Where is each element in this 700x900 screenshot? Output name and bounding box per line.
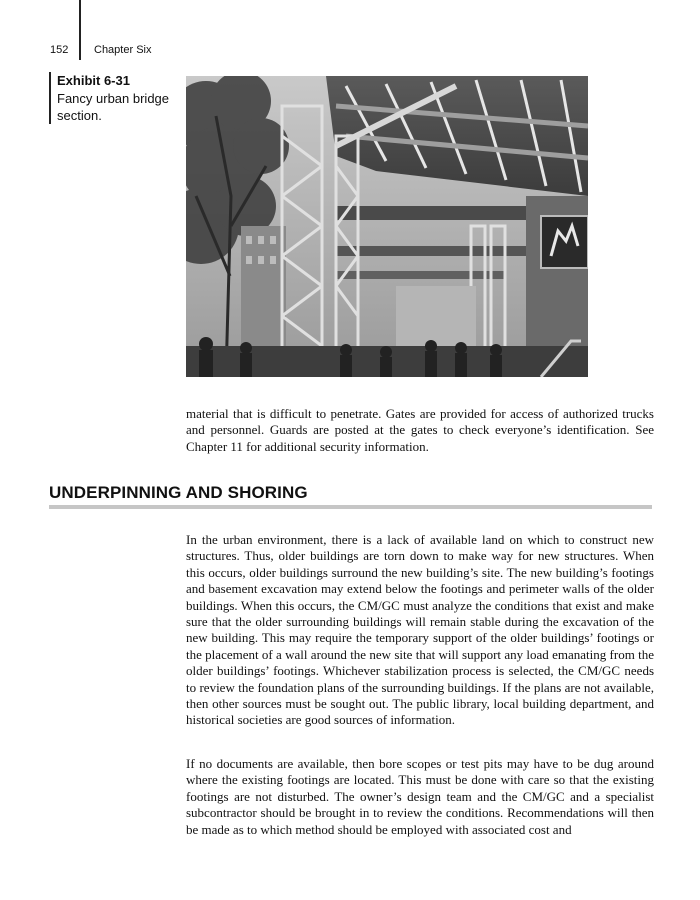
figure-caption	[49, 72, 177, 124]
paragraph-underpinning-intro: In the urban environment, there is a lack of available land on which to construct new structures. Thus, older buildings are torn down to make way for new structures. When this occurs, older buildings surround the new building’s site. The new building’s footings and basement excavation may extend below the footings and perimeter walls of the older buildings. When this occurs, the CM/GC must analyze the conditions that exist and make sure that the older surrounding buildings will remain stable during the excavation of the new building. This may require the temporary support of the older buildings’ footings or the placement of a wall around the new site that will support any load emanating from the older buildings’ footings. Whichever stabilization process is selected, the CM/GC needs to review the foundation plans of the surrounding buildings. If the plans are not available, then other sources must be sought out. The public library, local building department, and historical societies are good sources of information.	[186, 532, 654, 728]
header-divider	[79, 0, 81, 60]
exhibit-label: Exhibit 6-31	[57, 73, 130, 88]
paragraph-security-continued: material that is difficult to penetrate. Gates are provided for access of authorized trucks and personnel. Guards are posted at the gates to check everyone’s identification. See Chapter 11 for additional security information.	[186, 406, 654, 454]
page-number: 152	[50, 44, 69, 56]
section-heading: UNDERPINNING AND SHORING	[49, 483, 308, 502]
paragraph-bore-scopes: If no documents are available, then bore scopes or test pits may have to be dug around where the existing footings are located. This must be done with care so that the existing footings are not disturbed. The owner’s design team and the CM/GC and a specialist subcontractor should be brought in to review the conditions. Recommendations will then be made as to which method should be employed with associated cost and	[186, 756, 654, 837]
section-divider	[49, 505, 652, 509]
running-head-chapter: Chapter Six	[94, 44, 152, 56]
exhibit-caption-text: Fancy urban bridge section.	[57, 91, 170, 123]
bridge-section-photo	[186, 76, 588, 377]
photo-icon	[186, 76, 588, 377]
